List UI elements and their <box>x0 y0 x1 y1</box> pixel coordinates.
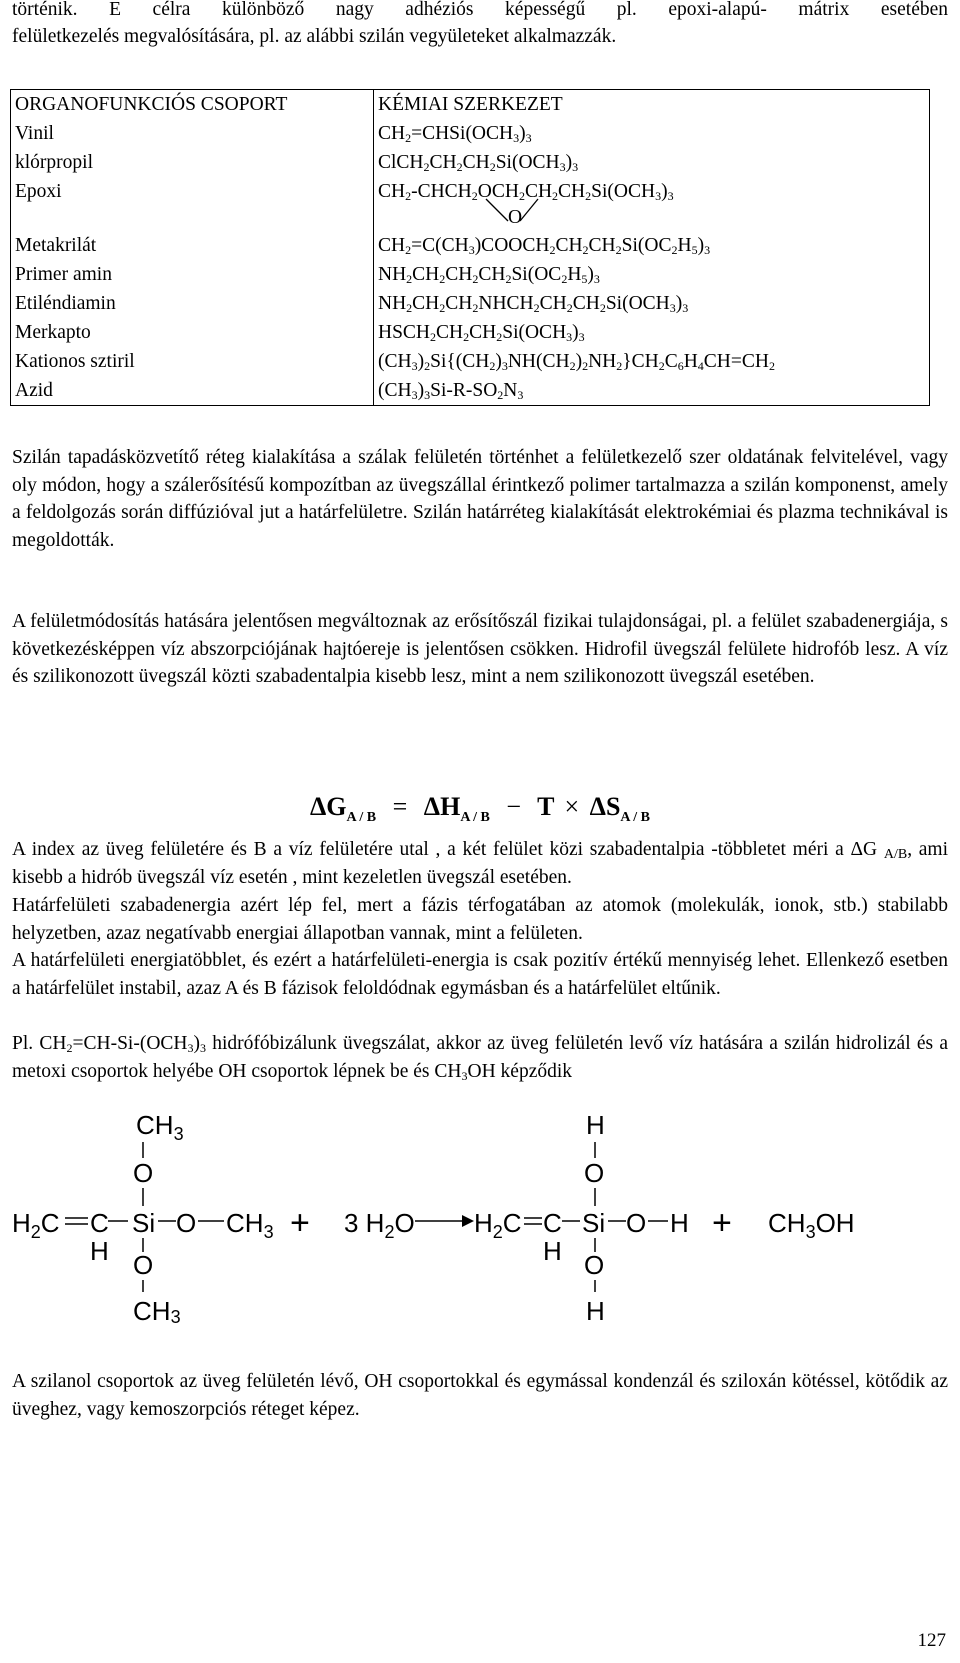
group-cell: Metakrilát <box>11 231 374 260</box>
svg-text:C: C <box>90 1208 109 1238</box>
structure-cell: $CH_2=CHSi(OCH_3)_3$ <box>374 119 930 148</box>
svg-text:H: H <box>586 1110 605 1140</box>
delta-g: ΔG <box>310 792 347 821</box>
header-group: ORGANOFUNKCIÓS CSOPORT <box>11 90 374 120</box>
group-cell: Merkapto <box>11 318 374 347</box>
group-cell: Vinil <box>11 119 374 148</box>
group-cell: Kationos sztiril <box>11 347 374 376</box>
structure-cell: $HSCH_2CH_2CH_2Si(OCH_3)_3$ <box>374 318 930 347</box>
svg-text:H2C: $H_2C$ <box>474 1208 522 1242</box>
delta-h: ΔH <box>423 792 461 821</box>
table-row <box>11 119 930 148</box>
svg-text:O: O <box>133 1250 154 1280</box>
o-top-left: O <box>133 1158 154 1188</box>
delta-s: ΔS <box>589 792 621 821</box>
group-cell: klórpropil <box>11 148 374 177</box>
group-cell: Azid <box>11 376 374 406</box>
structure-cell: $CH_2=C(CH_3)COOCH_2CH_2CH_2Si(OC_2H_5)_3$ <box>374 231 930 260</box>
structure-cell: $NH_2CH_2CH_2CH_2Si(OC_2H_5)_3$ <box>374 260 930 289</box>
epoxy-ring-oxygen: O <box>508 207 523 228</box>
table-row <box>11 289 930 318</box>
methanol: $CH_3OH$ <box>768 1208 855 1242</box>
svg-text:H: H <box>670 1208 689 1238</box>
group-cell: Epoxi <box>11 177 374 231</box>
table-row <box>11 177 930 231</box>
table-header-row <box>11 90 930 120</box>
svg-text:O: O <box>176 1208 197 1238</box>
page-number: 127 <box>917 1630 946 1651</box>
hydrolysis-scheme <box>0 1100 960 1300</box>
paragraph-3: A index az üveg felületére és B a víz felületére utal , a két felület közi szabadentalpia -többletet méri a ΔG $_{A/B}$, ami kisebb a hidrób üvegszál víz esetén , mint kezeletlen üvegszál esetében. <box>12 839 949 888</box>
paragraph-7: A szilanol csoportok az üveg felületén lévő, OH csoportokkal és egymással kondenzál és sziloxán kötéssel, kötődik az üveghez, vagy kemoszorpciós réteget képez. <box>12 1371 948 1420</box>
paragraph-2: A felületmódosítás hatására jelentősen megváltoznak az erősítőszál fizikai tulajdonságai, pl. a felület szabadenergiája, s következésképpen víz abszorpciójának hajtóereje is jelentősen csökken. Hidrofil üvegszál felülete hidrofób lesz. A víz és szilikonozott üvegszál közti szabadentalpia kisebb lesz, mint a nem szilikonozott üvegszál esetében. <box>12 611 948 687</box>
plus-sign-2: + <box>712 1204 732 1242</box>
table-row <box>11 347 930 376</box>
svg-text:C: C <box>543 1208 562 1238</box>
svg-text:H: H <box>543 1236 562 1266</box>
group-cell: Primer amin <box>11 260 374 289</box>
gibbs-equation: $\Delta G_{A / B} = \Delta H_{A / B} - T \times \Delta S_{A / B}$ <box>310 792 650 825</box>
intro-line-1: történik. E célra különböző nagy adhéziós képességű pl. epoxi-alapú- mátrix esetében <box>12 0 948 20</box>
h-bottom-right: H <box>586 1296 605 1326</box>
svg-text:H: H <box>90 1236 109 1266</box>
paragraph-6: Pl. $CH_2=CH-Si-(OCH_3)_3$ hidrófóbizálunk üvegszálat, akkor az üveg felületén levő víz hatására a szilán hidrolizál és a metoxi csoportok helyébe OH csoportok lépnek be és $CH_3OH$ képződik <box>12 1033 949 1083</box>
structure-cell: $(CH_3)_2Si\{(CH_2)_3NH(CH_2)_2NH_2\}CH_2C_6H_4CH=CH_2$ <box>374 347 930 376</box>
water: 3 $H_2O$ <box>344 1208 415 1242</box>
table-row <box>11 376 930 406</box>
paragraph-5: A határfelületi energiatöbblet, és ezért a határfelületi-energia is csak pozitív értékű mennyiség lehet. Ellenkező esetben a határfelület instabil, azaz A és B fázisok feloldódnak egymásban és a határfelület eltűnik. <box>12 950 948 999</box>
svg-text:O: O <box>626 1208 647 1238</box>
h2c-left: $H_2C$ <box>12 1208 60 1242</box>
svg-text:Si: Si <box>582 1208 606 1238</box>
svg-text:CH3: $CH_3$ <box>226 1208 274 1242</box>
table-row <box>11 318 930 347</box>
plus-sign-1: + <box>290 1204 310 1242</box>
ch3-bottom-left: $CH_3$ <box>133 1296 181 1327</box>
structure-cell: $(CH_3)_3Si-R-SO_2N_3$ <box>374 376 930 406</box>
svg-text:O: O <box>584 1158 605 1188</box>
silane-table <box>10 89 930 406</box>
structure-cell: $ClCH_2CH_2CH_2Si(OCH_3)_3$ <box>374 148 930 177</box>
svg-text:O: O <box>584 1250 605 1280</box>
paragraph-4: Határfelületi szabadenergia azért lép fel, mert a fázis térfogatában az atomok (molekulák, ionok, stb.) stabilabb helyzetben, azaz negatívabb energiai állapotban vannak, mint a felületen. <box>12 895 948 944</box>
table-row <box>11 260 930 289</box>
structure-cell-epoxy: $CH_2-CHCH_2OCH_2CH_2CH_2Si(OCH_3)_3$ O <box>374 177 930 231</box>
ch3-top-left: $CH_3$ <box>136 1110 184 1144</box>
structure-cell: $NH_2CH_2CH_2NHCH_2CH_2CH_2Si(OCH_3)_3$ <box>374 289 930 318</box>
intro-line-2: felületkezelés megvalósítására, pl. az alábbi szilán vegyületeket alkalmazzák. <box>12 26 617 47</box>
group-cell: Etiléndiamin <box>11 289 374 318</box>
table-row <box>11 148 930 177</box>
paragraph-1: Szilán tapadásközvetítő réteg kialakítása a szálak felületén történhet a felületkezelő szer oldatának felvitelével, vagy oly módon, hogy a szálerősítésű kompozítban az üvegszállal érintkező polimer tartalmazza a szilán komponenst, amely a feldolgozás során diffúzióval jut a határfelületre. Szilán határréteg kialakítását elektrokémiai és plazma technikával is megoldották. <box>12 447 948 551</box>
si-left: Si <box>132 1208 156 1238</box>
table-row <box>11 231 930 260</box>
header-structure: KÉMIAI SZERKEZET <box>374 90 930 120</box>
